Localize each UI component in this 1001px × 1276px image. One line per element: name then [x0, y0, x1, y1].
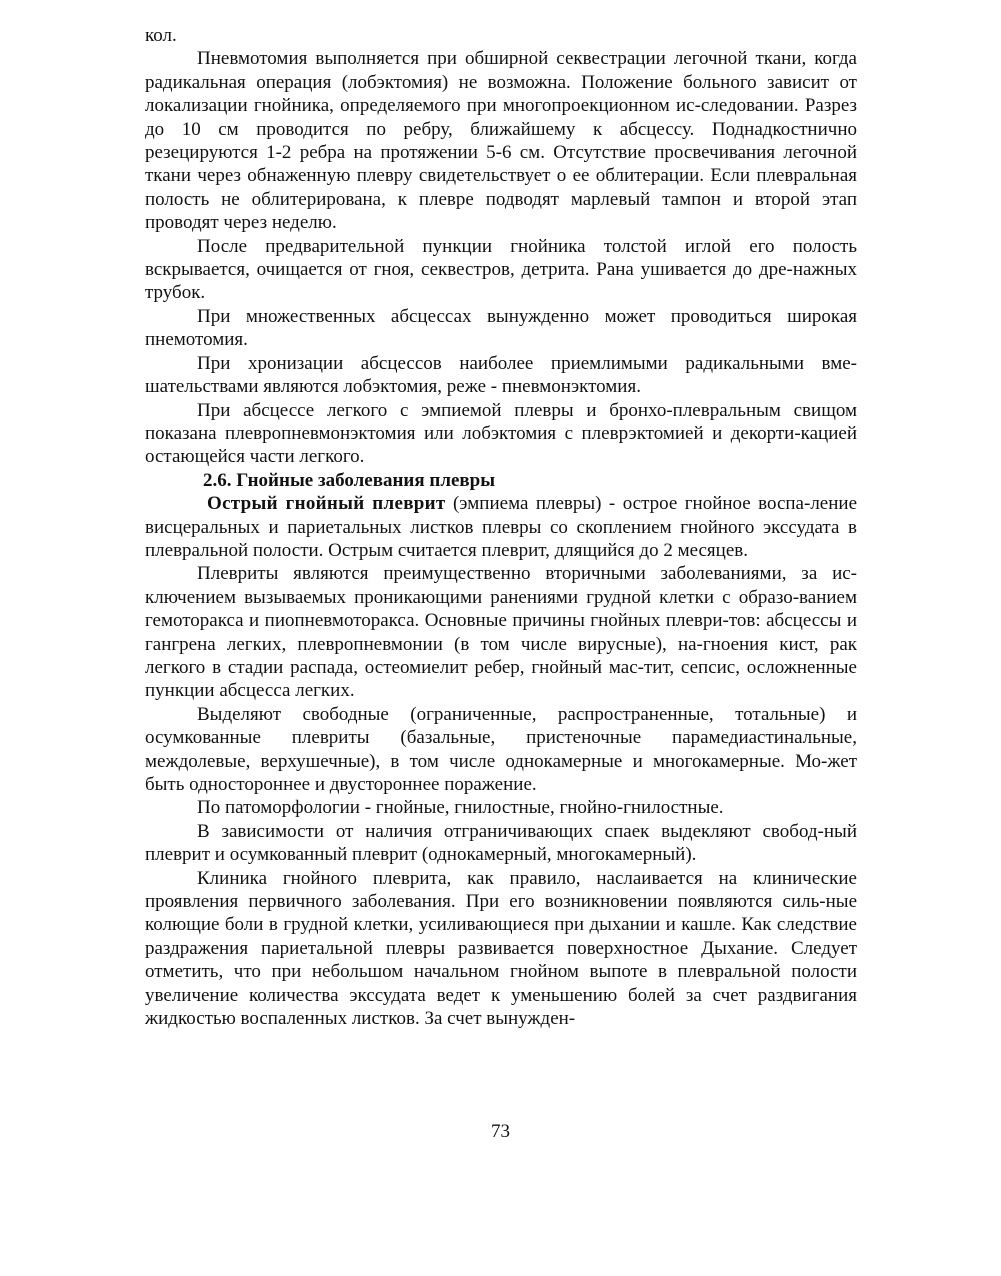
paragraph-lead [145, 492, 857, 562]
paragraph: После предварительной пункции гнойника толстой иглой его полость вскрывается, очищается от гноя, секвестров, детрита. Рана ушивается до дре-нажных трубок. [145, 235, 857, 304]
paragraph: Выделяют свободные (ограниченные, распространенные, тотальные) и осумкованные плевриты (базальные, пристеночные парамедиастинальные, междолевые, верхушечные), в том числе однокамерные и многокамерные. Мо-жет быть одностороннее и двустороннее поражение. [145, 703, 857, 795]
paragraph: Клиника гнойного плеврита, как правило, наслаивается на клинические проявления первичного заболевания. При его возникновении появляются силь-ные колющие боли в грудной клетки, усиливающиеся при дыхании и кашле. Как следствие раздражения париетальной плевры развивается поверхностное Дыхание. Следует отметить, что при небольшом начальном гнойном выпоте в плевральной полости увеличение количества экссудата ведет к уменьшению болей за счет раздвигания жидкостью воспаленных листков. За счет вынужден- [145, 867, 857, 1030]
paragraph: При абсцессе легкого с эмпиемой плевры и бронхо-плевральным свищом показана плевропневмонэктомия или лобэктомия с плеврэктомией и декорти-кацией остающейся части легкого. [145, 399, 857, 468]
section-heading: 2.6. Гнойные заболевания плевры [203, 469, 496, 491]
paragraph-fragment: кол. [145, 25, 177, 46]
paragraph: Пневмотомия выполняется при обширной секвестрации легочной ткани, когда радикальная операция (лобэктомия) не возможна. Положение больного зависит от локализации гнойника, определяемого при многопроекционном ис-следовании. Разрез до 10 см проводится по ребру, ближайшему к абсцессу. Поднадкостнично резецируются 1-2 ребра на протяжении 5-6 см. Отсутствие просвечивания легочной ткани через обнаженную плевру свидетельствует о ее облитерации. Если плевральная полость не облитерирована, к плевре подводят марлевый тампон и второй этап проводят через неделю. [145, 48, 857, 234]
paragraph: В зависимости от наличия отграничивающих спаек выдекляют свобод-ный плеврит и осумкованный плеврит (однокамерный, многокамерный). [145, 820, 857, 866]
lead-text: (эмпиема плевры) - острое гнойное воспа-ление висцеральных и париетальных листков плевры со скоплением гнойного экссудата в плевральной полости. Острым считается плеврит, длящийся до 2 месяцев. [145, 493, 857, 561]
page-number: 73 [491, 1121, 510, 1142]
lead-term: Острый гнойный плеврит [207, 493, 446, 515]
page-body [145, 24, 857, 1030]
paragraph: По патоморфологии - гнойные, гнилостные, гнойно-гнилостные. [197, 797, 724, 819]
paragraph: Плевриты являются преимущественно вторичными заболеваниями, за ис-ключением вызываемых проникающими ранениями грудной клетки с образо-ванием гемоторакса и пиопневмоторакса. Основные причины гнойных плеври-тов: абсцессы и гангрена легких, плевропневмонии (в том числе вирусные), на-гноения кист, рак легкого в стадии распада, остеомиелит ребер, гнойный мас-тит, сепсис, осложненные пункции абсцесса легких. [145, 563, 857, 702]
paragraph: При хронизации абсцессов наиболее приемлимыми радикальными вме-шательствами являются лобэктомия, реже - пневмонэктомия. [145, 352, 857, 398]
paragraph: При множественных абсцессах вынужденно может проводиться широкая пнемотомия. [145, 305, 857, 351]
